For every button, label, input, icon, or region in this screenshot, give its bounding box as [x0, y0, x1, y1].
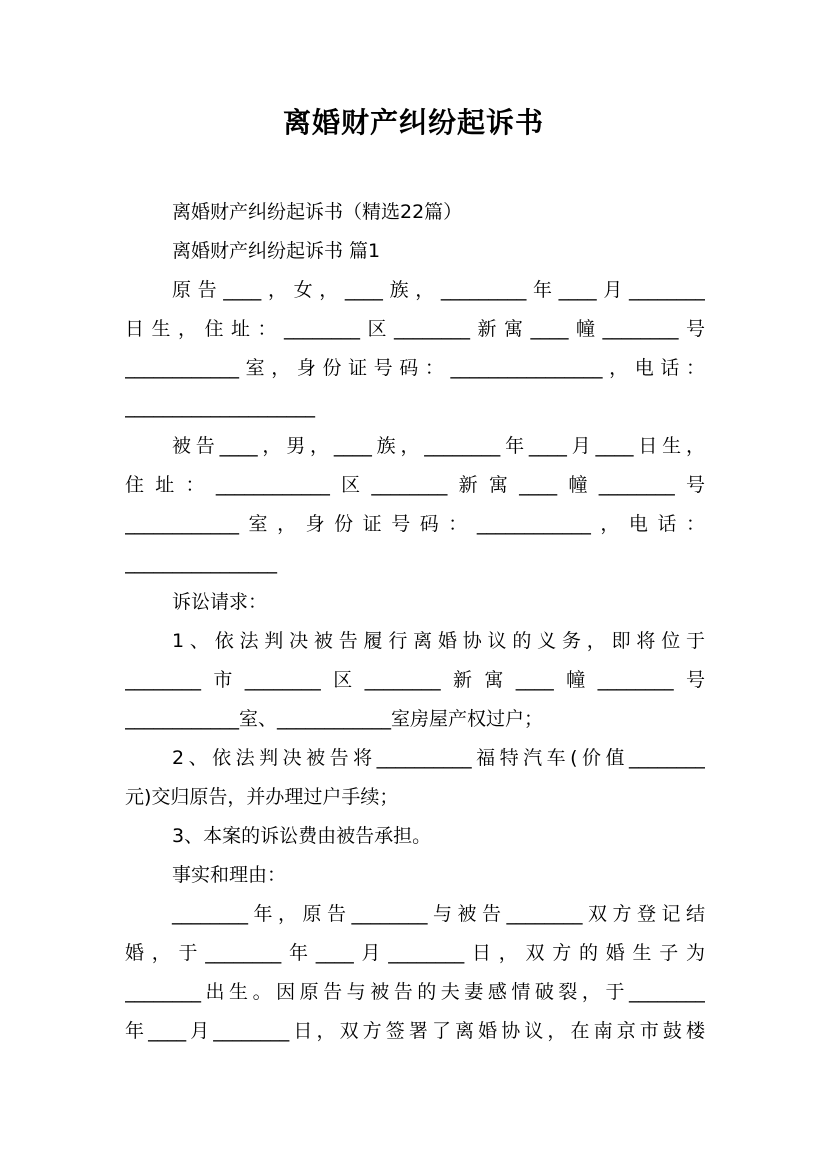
subtitle-line: 离婚财产纠纷起诉书（精选22篇） [172, 201, 463, 223]
claim-3-line: 3、本案的诉讼费由被告承担。 [172, 825, 432, 847]
facts-line-4: 年____月________日，双方签署了离婚协议，在南京市鼓楼 [125, 1020, 705, 1042]
plaintiff-line-3: ____________室，身份证号码：________________，电话： [125, 357, 705, 379]
claim-1-line-1: 1、依法判决被告履行离婚协议的义务，即将位于 [172, 630, 705, 652]
claims-heading: 诉讼请求： [172, 591, 268, 613]
claim-2-line-2: 元)交归原告，并办理过户手续； [125, 786, 399, 808]
defendant-line-4: ________________ [125, 552, 277, 574]
claim-1-line-2: ________市________区________新寓____幢________号 [125, 669, 705, 691]
document-body [125, 193, 705, 1051]
facts-line-1: ________年，原告________与被告________双方登记结 [172, 903, 705, 925]
plaintiff-line-4: ____________________ [125, 396, 315, 418]
plaintiff-line-2: 日生，住址：________区________新寓____幢________号 [125, 318, 705, 340]
plaintiff-line-1: 原告____，女，____族，_________年____月________ [172, 279, 705, 301]
defendant-line-3: ____________室，身份证号码：____________，电话： [125, 513, 705, 535]
section-heading: 离婚财产纠纷起诉书 篇1 [172, 240, 381, 262]
claim-2-line-1: 2、依法判决被告将__________福特汽车(价值________ [172, 747, 705, 769]
facts-line-2: 婚，于________年____月________日，双方的婚生子为 [125, 942, 705, 964]
facts-line-3: ________出生。因原告与被告的夫妻感情破裂，于________ [125, 981, 705, 1003]
document-title: 离婚财产纠纷起诉书 [282, 106, 544, 139]
defendant-line-2: 住址：____________区________新寓____幢________号 [125, 474, 705, 496]
defendant-line-1: 被告____，男，____族，________年____月____日生， [172, 435, 705, 457]
claim-1-line-3: ____________室、____________室房屋产权过户； [125, 708, 544, 730]
facts-heading: 事实和理由： [172, 864, 287, 886]
